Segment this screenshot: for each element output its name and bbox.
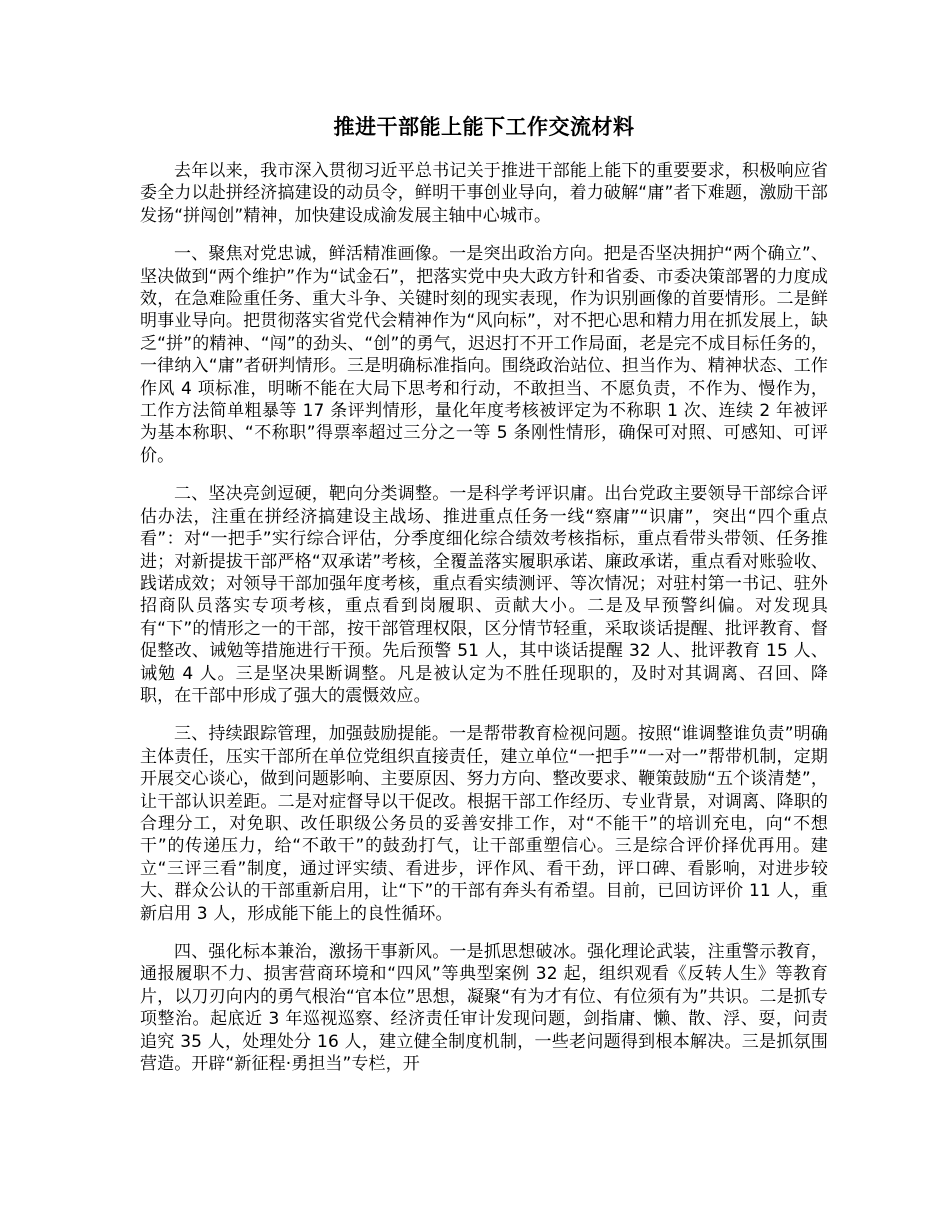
paragraph-section-1: 一、聚焦对党忠诚，鲜活精准画像。一是突出政治方向。把是否坚决拥护“两个确立”、坚决做到“两个维护”作为“试金石”，把落实党中央大政方针和省委、市委决策部署的力度成效，在急难险重任务、重大斗争、关键时刻的现实表现，作为识别画像的首要情形。二是鲜明事业导向。把贯彻落实省党代会精神作为“风向标”，对不把心思和精力用在抓发展上，缺乏“拼”的精神、“闯”的劲头、“创”的勇气，迟迟打不开工作局面，老是完不成目标任务的，一律纳入“庸”者研判情形。三是明确标准指向。围绕政治站位、担当作为、精神状态、工作作风 4 项标准，明晰不能在大局下思考和行动，不敢担当、不愿负责，不作为、慢作为，工作方法简单粗暴等 17 条评判情形，量化年度考核被评定为不称职 1 次、连续 2 年被评为基本称职、“不称职”得票率超过三分之一等 5 条刚性情形，确保可对照、可感知、可评价。 bbox=[140, 244, 828, 466]
paragraph-section-2: 二、坚决亮剑逗硬，靶向分类调整。一是科学考评识庸。出台党政主要领导干部综合评估办法，注重在拼经济搞建设主战场、推进重点任务一线“察庸”“识庸”，突出“四个重点看”：对“一把手”实行综合评估，分季度细化综合绩效考核指标，重点看带头带领、任务推进；对新提拔干部严格“双承诺”考核，全覆盖落实履职承诺、廉政承诺，重点看对账验收、践诺成效；对领导干部加强年度考核，重点看实绩测评、等次情况；对驻村第一书记、驻外招商队员落实专项考核，重点看到岗履职、贡献大小。二是及早预警纠偏。对发现具有“下”的情形之一的干部，按干部管理权限，区分情节轻重，采取谈话提醒、批评教育、督促整改、诫勉等措施进行干预。先后预警 51 人，其中谈话提醒 32 人、批评教育 15 人、诫勉 4 人。三是坚决果断调整。凡是被认定为不胜任现职的，及时对其调离、召回、降职，在干部中形成了强大的震慑效应。 bbox=[140, 484, 828, 706]
document-title: 推进干部能上能下工作交流材料 bbox=[333, 115, 635, 139]
paragraph-section-3: 三、持续跟踪管理，加强鼓励提能。一是帮带教育检视问题。按照“谁调整谁负责”明确主体责任，压实干部所在单位党组织直接责任，建立单位“一把手”“一对一”帮带机制，定期开展交心谈心，做到问题影响、主要原因、努力方向、整改要求、鞭策鼓励“五个谈清楚”，让干部认识差距。二是对症督导以干促改。根据干部工作经历、专业背景，对调离、降职的合理分工，对免职、改任职级公务员的妥善安排工作，对“不能干”的培训充电，向“不想干”的传递压力，给“不敢干”的鼓劲打气，让干部重塑信心。三是综合评价择优再用。建立“三评三看”制度，通过评实绩、看进步，评作风、看干劲，评口碑、看影响，对进步较大、群众公认的干部重新启用，让“下”的干部有奔头有希望。目前，已回访评价 11 人，重新启用 3 人，形成能下能上的良性循环。 bbox=[140, 724, 828, 924]
paragraph-intro: 去年以来，我市深入贯彻习近平总书记关于推进干部能上能下的重要要求，积极响应省委全力以赴拼经济搞建设的动员令，鲜明干事创业导向，着力破解“庸”者下难题，激励干部发扬“拼闯创”精神，加快建设成渝发展主轴中心城市。 bbox=[140, 161, 828, 226]
document-page bbox=[140, 112, 828, 1091]
paragraph-section-4: 四、强化标本兼治，激扬干事新风。一是抓思想破冰。强化理论武装，注重警示教育，通报履职不力、损害营商环境和“四风”等典型案例 32 起，组织观看《反转人生》等教育片，以刀刃向内的勇气根治“官本位”思想，凝聚“有为才有位、有位须有为”共识。二是抓专项整治。起底近 3 年巡视巡察、经济责任审计发现问题，剑指庸、懒、散、浮、耍，问责追究 35 人，处理处分 16 人，建立健全制度机制，一些老问题得到根本解决。三是抓氛围营造。开辟“新征程·勇担当”专栏，开 bbox=[140, 942, 828, 1075]
